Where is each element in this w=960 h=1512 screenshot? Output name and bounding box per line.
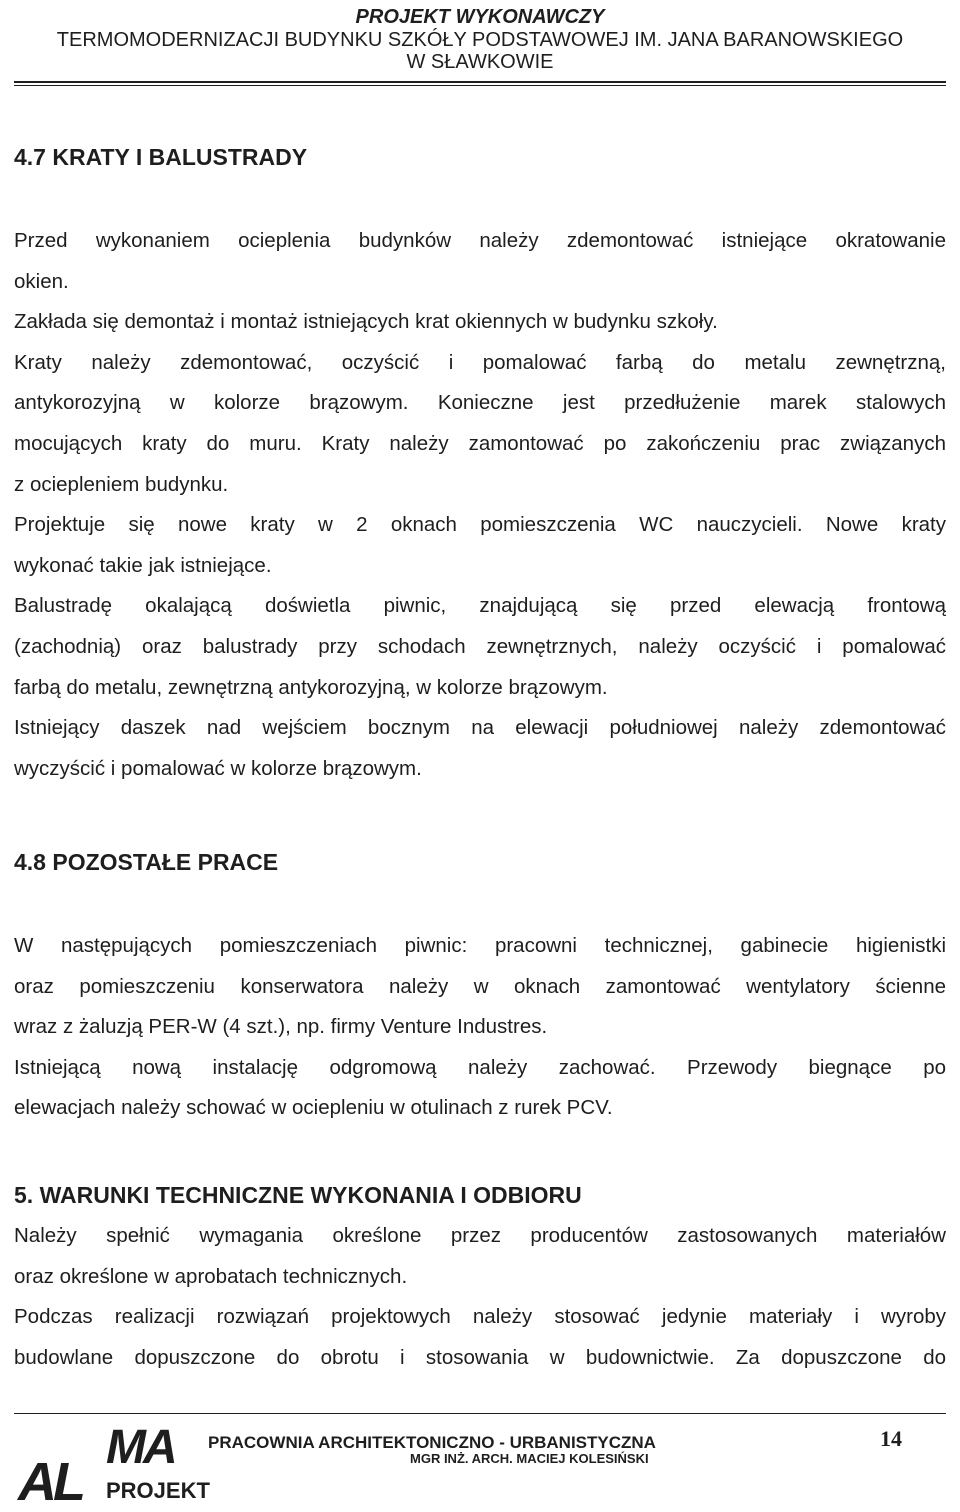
text-line: farbą do metalu, zewnętrzną antykorozyjną, w kolorze brązowym.: [14, 675, 608, 699]
page-number: 14: [880, 1426, 902, 1451]
header-rule: [14, 81, 946, 83]
text-line: mocujących kraty do muru. Kraty należy zamontować po zakończeniu prac związanych: [14, 431, 946, 455]
text-line: Istniejący daszek nad wejściem bocznym na elewacji południowej należy zdemontować: [14, 716, 946, 740]
text-line: budowlane dopuszczone do obrotu i stosowania w budownictwie. Za dopuszczone do: [14, 1345, 946, 1369]
alma-projekt-logo: [18, 1421, 210, 1512]
text-line: oraz pomieszczeniu konserwatora należy w oknach zamontować wentylatory ścienne: [14, 974, 946, 998]
logo-projekt: PROJEKT: [106, 1478, 210, 1503]
logo-ma: MA: [106, 1421, 175, 1474]
footer-author: MGR INŻ. ARCH. MACIEJ KOLESIŃSKI: [410, 1451, 649, 1466]
text-line: Projektuje się nowe kraty w 2 oknach pomieszczenia WC nauczycieli. Nowe kraty: [14, 513, 946, 537]
section-heading-4-7: 4.7 KRATY I BALUSTRADY: [14, 144, 308, 170]
text-line: Zakłada się demontaż i montaż istniejących krat okiennych w budynku szkoły.: [14, 310, 718, 334]
header-title: PROJEKT WYKONAWCZY: [355, 6, 605, 28]
text-line: Należy spełnić wymagania określone przez producentów zastosowanych materiałów: [14, 1224, 946, 1247]
text-line: elewacjach należy schować w ociepleniu w otulinach z rurek PCV.: [14, 1096, 613, 1120]
text-line: Istniejącą nową instalację odgromową należy zachować. Przewody biegnące po: [14, 1055, 946, 1079]
text-line: (zachodnią) oraz balustrady przy schodach zewnętrznych, należy oczyścić i pomalować: [14, 634, 946, 658]
text-line: z ociepleniem budynku.: [14, 472, 229, 496]
section-4-7-body: [14, 221, 946, 789]
text-line: antykorozyjną w kolorze brązowym. Konieczne jest przedłużenie marek stalowych: [14, 391, 946, 415]
text-line: wykonać takie jak istniejące.: [14, 553, 272, 577]
section-5-body: [14, 1216, 946, 1378]
section-heading-5: 5. WARUNKI TECHNICZNE WYKONANIA I ODBIORU: [14, 1182, 582, 1208]
section-4-8-body: [14, 926, 946, 1129]
text-line: Podczas realizacji rozwiązań projektowych należy stosować jedynie materiały i wyroby: [14, 1305, 946, 1329]
section-heading-4-8: 4.8 POZOSTAŁE PRACE: [14, 849, 279, 875]
text-line: Balustradę okalającą doświetla piwnic, znajdującą się przed elewacją frontową: [14, 594, 946, 618]
footer-firm-name: PRACOWNIA ARCHITEKTONICZNO - URBANISTYCZNA: [208, 1433, 656, 1452]
text-line: oraz określone w aprobatach technicznych.: [14, 1264, 408, 1288]
header-rule-thin: [14, 85, 946, 86]
text-line: wraz z żaluzją PER-W (4 szt.), np. firmy Venture Industres.: [14, 1015, 548, 1039]
text-line: Kraty należy zdemontować, oczyścić i pomalować farbą do metalu zewnętrzną,: [14, 350, 946, 374]
text-line: wyczyścić i pomalować w kolorze brązowym.: [14, 756, 422, 780]
text-line: okien.: [14, 269, 69, 293]
header-location: W SŁAWKOWIE: [406, 51, 554, 73]
header-project-name: TERMOMODERNIZACJI BUDYNKU SZKÓŁY PODSTAWOWEJ IM. JANA BARANOWSKIEGO: [56, 29, 904, 51]
text-line: W następujących pomieszczeniach piwnic: pracowni technicznej, gabinecie higienistki: [14, 934, 946, 957]
footer-rule: [14, 1413, 946, 1414]
text-line: Przed wykonaniem ocieplenia budynków należy zdemontować istniejące okratowanie: [14, 229, 946, 252]
logo-al: AL: [18, 1452, 82, 1512]
